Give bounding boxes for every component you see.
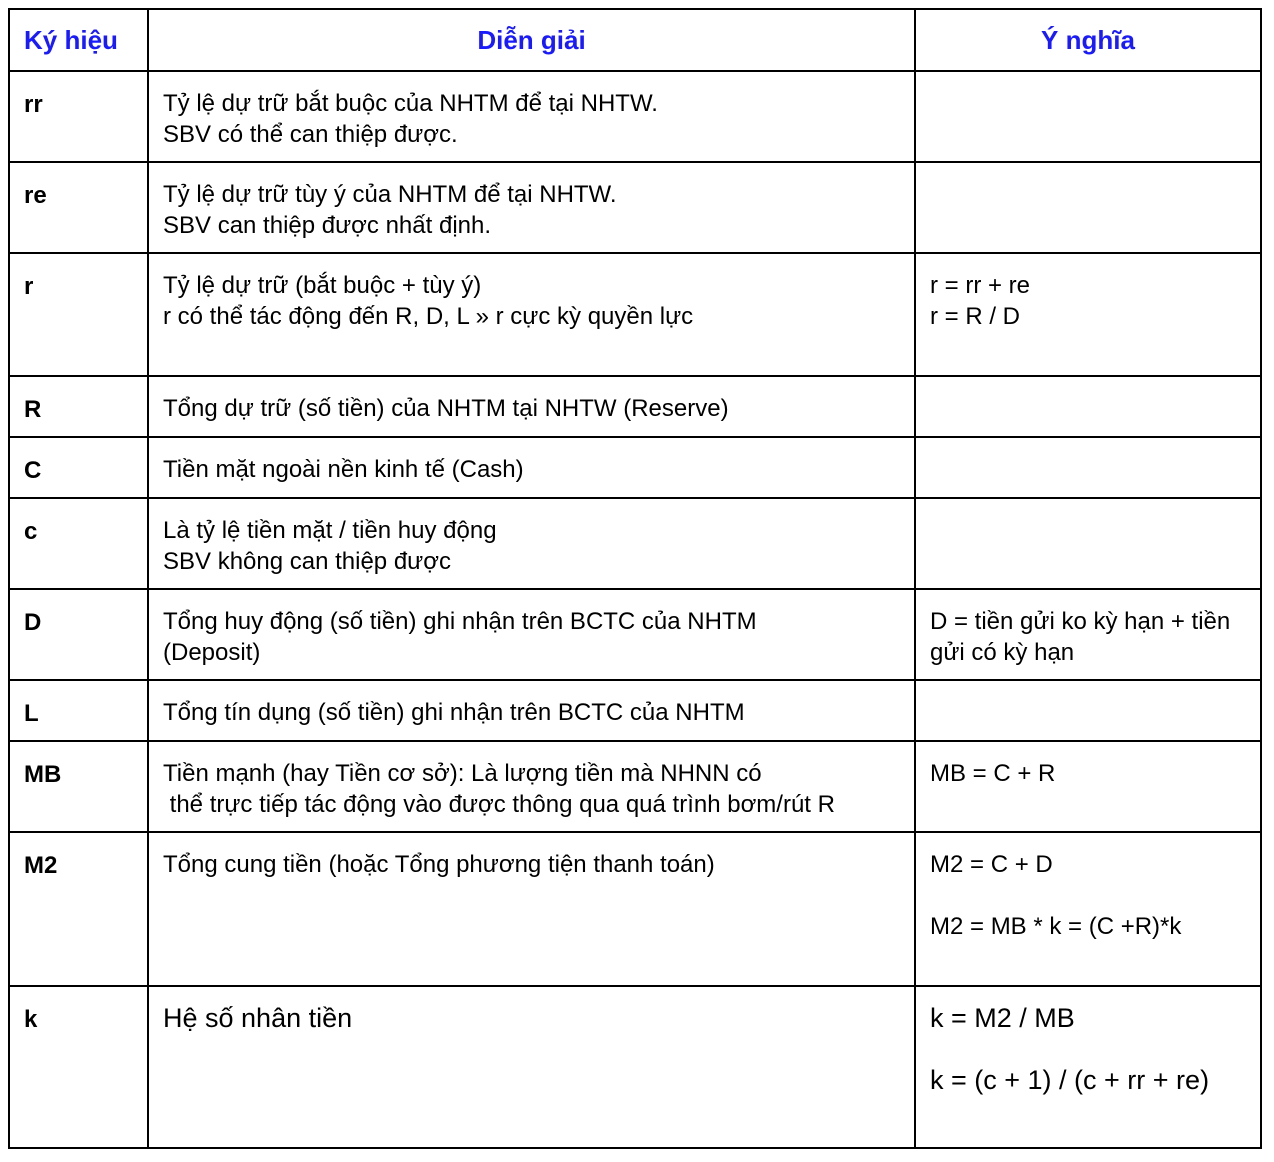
description-line: Tổng tín dụng (số tiền) ghi nhận trên BCTC của NHTM: [163, 699, 745, 726]
description-line: Tổng cung tiền (hoặc Tổng phương tiện thanh toán): [163, 851, 715, 878]
description-line: Tiền mặt ngoài nền kinh tế (Cash): [163, 456, 524, 483]
table-row: [9, 986, 1261, 1148]
description-line: SBV có thể can thiệp được.: [163, 121, 458, 148]
symbol-cell: R: [9, 376, 148, 437]
description-cell: [148, 832, 915, 986]
formula-line: r = R / D: [930, 303, 1021, 330]
description-cell: [148, 680, 915, 741]
description-line: Tỷ lệ dự trữ bắt buộc của NHTM để tại NHTW.: [163, 90, 658, 117]
meaning-cell: [915, 253, 1261, 376]
description-cell: [148, 437, 915, 498]
description-line: Tiền mạnh (hay Tiền cơ sở): Là lượng tiền mà NHNN có: [163, 760, 762, 787]
description-cell: [148, 162, 915, 253]
description-line: Là tỷ lệ tiền mặt / tiền huy động: [163, 517, 497, 544]
meaning-cell: [915, 832, 1261, 986]
meaning-cell: [915, 680, 1261, 741]
header-meaning: Ý nghĩa: [915, 9, 1261, 71]
spacer: [930, 880, 1260, 911]
spacer: [930, 1034, 1260, 1065]
table-row: [9, 741, 1261, 832]
symbol-cell: D: [9, 589, 148, 680]
header-description: Diễn giải: [148, 9, 915, 71]
description-cell: [148, 376, 915, 437]
description-line: SBV không can thiệp được: [163, 548, 451, 575]
meaning-cell: [915, 986, 1261, 1148]
description-cell: [148, 253, 915, 376]
formula-line: k = (c + 1) / (c + rr + re): [930, 1065, 1210, 1095]
formula-line: D = tiền gửi ko kỳ hạn + tiền: [930, 608, 1231, 635]
description-cell: [148, 498, 915, 589]
description-line: Hệ số nhân tiền: [163, 1003, 353, 1033]
table-row: [9, 253, 1261, 376]
header-row: [9, 9, 1261, 71]
description-line: Tỷ lệ dự trữ (bắt buộc + tùy ý): [163, 272, 482, 299]
formula-line: M2 = C + D: [930, 851, 1053, 878]
table-row: [9, 71, 1261, 162]
description-cell: [148, 589, 915, 680]
table-row: [9, 498, 1261, 589]
table-row: [9, 680, 1261, 741]
description-line: (Deposit): [163, 639, 261, 666]
table-row: [9, 589, 1261, 680]
symbol-cell: C: [9, 437, 148, 498]
table-row: [9, 162, 1261, 253]
description-cell: [148, 986, 915, 1148]
table-row: [9, 437, 1261, 498]
meaning-cell: [915, 589, 1261, 680]
description-cell: [148, 741, 915, 832]
description-line: Tổng dự trữ (số tiền) của NHTM tại NHTW (Reserve): [163, 395, 729, 422]
description-line: r có thể tác động đến R, D, L » r cực kỳ quyền lực: [163, 303, 694, 330]
symbol-cell: M2: [9, 832, 148, 986]
description-line: thể trực tiếp tác động vào được thông qua quá trình bơm/rút R: [163, 791, 835, 818]
formula-line: MB = C + R: [930, 760, 1056, 787]
meaning-cell: [915, 376, 1261, 437]
formula-line: k = M2 / MB: [930, 1003, 1075, 1033]
formula-line: gửi có kỳ hạn: [930, 639, 1075, 666]
description-line: Tỷ lệ dự trữ tùy ý của NHTM để tại NHTW.: [163, 181, 617, 208]
symbol-cell: L: [9, 680, 148, 741]
table-row: [9, 376, 1261, 437]
symbol-cell: c: [9, 498, 148, 589]
meaning-cell: [915, 498, 1261, 589]
meaning-cell: [915, 741, 1261, 832]
symbol-cell: k: [9, 986, 148, 1148]
description-cell: [148, 71, 915, 162]
header-symbol: Ký hiệu: [9, 9, 148, 71]
formula-line: r = rr + re: [930, 272, 1031, 299]
formula-line: M2 = MB * k = (C +R)*k: [930, 913, 1182, 940]
symbol-cell: re: [9, 162, 148, 253]
description-line: Tổng huy động (số tiền) ghi nhận trên BCTC của NHTM: [163, 608, 757, 635]
meaning-cell: [915, 162, 1261, 253]
meaning-cell: [915, 71, 1261, 162]
table-row: [9, 832, 1261, 986]
symbol-table: [8, 8, 1262, 1149]
description-line: SBV can thiệp được nhất định.: [163, 212, 492, 239]
symbol-cell: MB: [9, 741, 148, 832]
symbol-cell: r: [9, 253, 148, 376]
meaning-cell: [915, 437, 1261, 498]
symbol-cell: rr: [9, 71, 148, 162]
